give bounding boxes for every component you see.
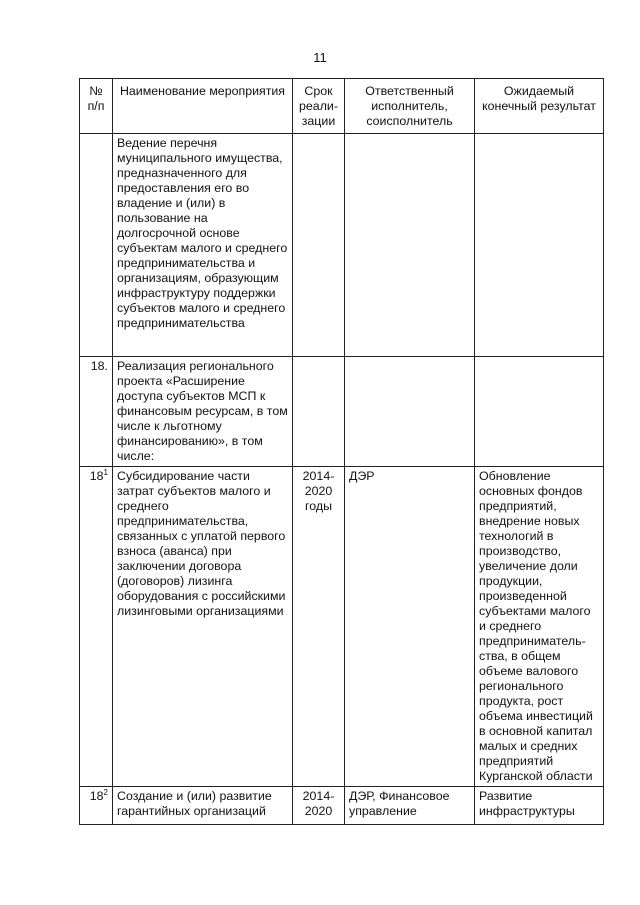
measure-responsible: ДЭР (345, 467, 475, 787)
row-number: $18^1$ (80, 467, 113, 787)
measure-name: Создание и (или) развитие гарантийных организаций (113, 787, 293, 825)
measure-term: 2014-2020 годы (293, 467, 345, 787)
measure-result: Развитие инфраструктуры (475, 787, 604, 825)
table-row (80, 467, 604, 787)
measure-result: Обновление основных фондов предприятий, внедрение новых технологий в производство, увеличение доли продукции, произведенной субъектами малого и среднего предприниматель-ства, в общем объеме валового регионального продукта, рост объема инвестиций в основной капитал малых и средних предприятий Курганской области (475, 467, 604, 787)
header-responsible: Ответственный исполнитель, соисполнитель (345, 79, 475, 134)
table-header-row (80, 79, 604, 134)
measure-name: Ведение перечня муниципального имущества, предназначенного для предоставления его во владение и (или) в пользование на долгосрочной основе субъектам малого и среднего предпринимательства и организациям, образующим инфраструктуру поддержки субъектов малого и среднего предпринимательства (113, 134, 293, 357)
measure-term: 2014-2020 (293, 787, 345, 825)
measure-term (293, 134, 345, 357)
table-row (80, 357, 604, 467)
row-number: $18^2$ (80, 787, 113, 825)
measure-responsible (345, 357, 475, 467)
measure-responsible: ДЭР, Финансовое управление (345, 787, 475, 825)
row-number: 18. (80, 357, 113, 467)
header-result: Ожидаемый конечный результат (475, 79, 604, 134)
measures-table (79, 78, 604, 825)
row-number (80, 134, 113, 357)
measure-name: Реализация регионального проекта «Расширение доступа субъектов МСП к финансовым ресурсам, в том числе к льготному финансированию», в том числе: (113, 357, 293, 467)
measure-term (293, 357, 345, 467)
measure-name: Субсидирование части затрат субъектов малого и среднего предпринимательства, связанных с уплатой первого взноса (аванса) при заключении договора (договоров) лизинга оборудования с российскими лизинговыми организациями (113, 467, 293, 787)
table-row (80, 134, 604, 357)
header-name: Наименование мероприятия (113, 79, 293, 134)
measure-responsible (345, 134, 475, 357)
header-term: Срок реали-зации (293, 79, 345, 134)
measure-result (475, 134, 604, 357)
measure-result (475, 357, 604, 467)
header-num: № п/п (80, 79, 113, 134)
page-number: 11 (313, 50, 327, 65)
table-row (80, 787, 604, 825)
